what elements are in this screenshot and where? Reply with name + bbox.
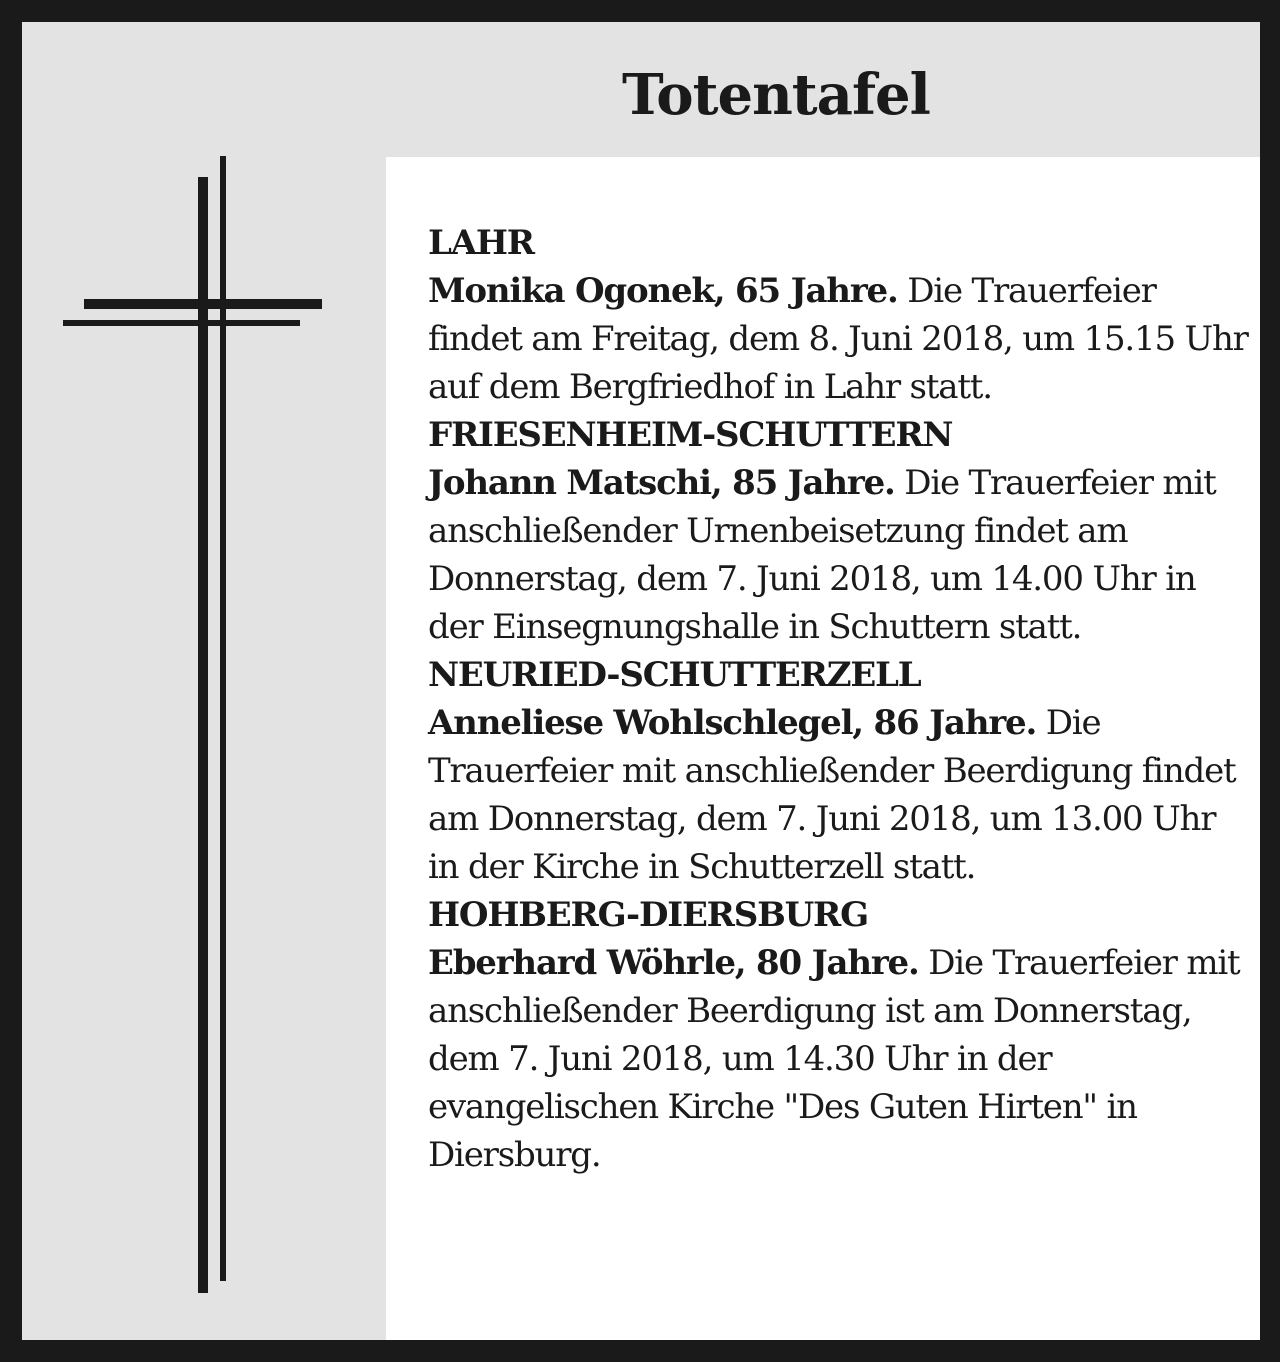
entry-text: Die Trauerfeier mit anschließender Beerdigung ist am Donnerstag, dem 7. Juni 2018, um 14.30 Uhr in der evangelischen Kirche "Des Guten Hirten" in Diersburg. xyxy=(428,943,1240,1175)
obituary-entry xyxy=(428,219,1248,411)
entry-name: Eberhard Wöhrle, 80 Jahre. xyxy=(428,943,919,983)
entry-place: LAHR xyxy=(428,223,534,263)
entry-text: Die Trauerfeier findet am Freitag, dem 8. Juni 2018, um 15.15 Uhr auf dem Bergfriedhof in Lahr statt. xyxy=(428,271,1248,407)
entry-name: Johann Matschi, 85 Jahre. xyxy=(428,463,895,503)
obituary-panel xyxy=(22,22,1260,1340)
double-line-cross-icon xyxy=(22,22,382,1340)
obituary-entry xyxy=(428,651,1248,891)
entry-place: FRIESENHEIM-SCHUTTERN xyxy=(428,415,953,455)
page-title: Totentafel xyxy=(622,62,930,128)
obituary-entry xyxy=(428,891,1248,1179)
entry-name: Anneliese Wohlschlegel, 86 Jahre. xyxy=(428,703,1037,743)
obituary-list xyxy=(428,219,1248,1179)
entry-place: HOHBERG-DIERSBURG xyxy=(428,895,868,935)
entry-place: NEURIED-SCHUTTERZELL xyxy=(428,655,921,695)
obituary-entry xyxy=(428,411,1248,651)
entry-name: Monika Ogonek, 65 Jahre. xyxy=(428,271,898,311)
entry-text: Die Trauerfeier mit anschließender Beerdigung findet am Donnerstag, dem 7. Juni 2018, um 13.00 Uhr in der Kirche in Schutterzell statt. xyxy=(428,703,1236,887)
entry-text: Die Trauerfeier mit anschließender Urnenbeisetzung findet am Donnerstag, dem 7. Juni 2018, um 14.00 Uhr in der Einsegnungshalle in Schuttern statt. xyxy=(428,463,1216,647)
obituary-content xyxy=(386,157,1260,1340)
